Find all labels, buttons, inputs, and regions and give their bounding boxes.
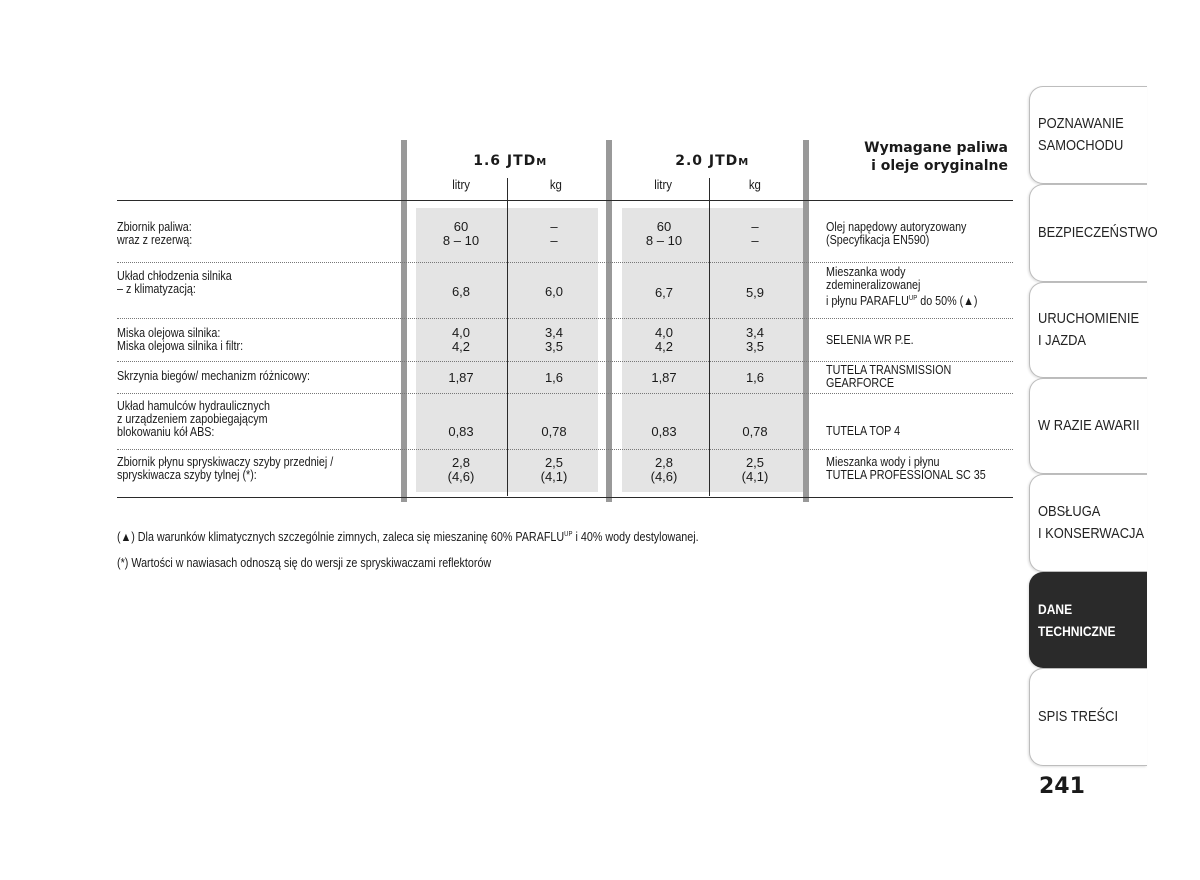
unit-kg: kg bbox=[549, 177, 563, 192]
tab-dane-techniczne[interactable]: DANE TECHNICZNE bbox=[1029, 572, 1147, 668]
row-divider bbox=[117, 393, 1013, 394]
value-cell: 3,4 3,5 bbox=[544, 325, 564, 354]
value-cell: – – bbox=[751, 219, 759, 248]
tab-uruchomienie-i-jazda[interactable]: URUCHOMIENIE I JAZDA bbox=[1029, 282, 1147, 378]
row-label: Miska olejowa silnika: Miska olejowa silnika i filtr: bbox=[117, 326, 244, 353]
fuel-cell: Mieszanka wody i płynu TUTELA PROFESSIONAL SC 35 bbox=[826, 455, 986, 482]
engine-header-2 bbox=[632, 153, 792, 169]
value-cell: 6,7 bbox=[654, 285, 674, 300]
row-label: Zbiornik płynu spryskiwaczy szyby przedniej / spryskiwacza szyby tylnej (*): bbox=[117, 455, 334, 482]
value-cell: 5,9 bbox=[745, 285, 765, 300]
tab-w-razie-awarii[interactable]: W RAZIE AWARII bbox=[1029, 378, 1147, 474]
value-cell: 0,78 bbox=[742, 424, 768, 439]
engine-suffix: M bbox=[738, 157, 749, 168]
tab-obsluga-i-konserwacja[interactable]: OBSŁUGA I KONSERWACJA bbox=[1029, 474, 1147, 572]
header-rule bbox=[117, 200, 1013, 201]
engine-name: 1.6 JTD bbox=[473, 153, 537, 169]
tab-poznawanie-samochodu[interactable]: POZNAWANIE SAMOCHODU bbox=[1029, 86, 1147, 184]
value-cell: 2,5 (4,1) bbox=[741, 455, 769, 484]
value-cell: 60 8 – 10 bbox=[645, 219, 683, 248]
value-cell: 60 8 – 10 bbox=[442, 219, 480, 248]
value-cell: 2,8 (4,6) bbox=[447, 455, 475, 484]
value-cell: 4,0 4,2 bbox=[451, 325, 471, 354]
row-label: Skrzynia biegów/ mechanizm różnicowy: bbox=[117, 369, 310, 383]
row-divider bbox=[117, 361, 1013, 362]
fuel-header-line2: i oleje oryginalne bbox=[871, 158, 1008, 174]
tab-bezpieczenstwo[interactable]: BEZPIECZEŃSTWO bbox=[1029, 184, 1147, 282]
page-number: 241 bbox=[1039, 774, 1085, 799]
row-divider bbox=[117, 318, 1013, 319]
column-separator-bar bbox=[606, 140, 612, 502]
value-cell: – – bbox=[550, 219, 558, 248]
row-label: Układ hamulców hydraulicznych z urządzeniem zapobiegającym blokowaniu kół ABS: bbox=[117, 399, 270, 439]
unit-kg: kg bbox=[748, 177, 762, 192]
value-cell: 0,83 bbox=[651, 424, 677, 439]
value-cell: 1,87 bbox=[651, 370, 677, 385]
engine-suffix: M bbox=[536, 157, 547, 168]
engine-name: 2.0 JTD bbox=[675, 153, 739, 169]
column-separator-bar bbox=[401, 140, 407, 502]
fuel-cell: SELENIA WR P.E. bbox=[826, 333, 914, 347]
row-divider bbox=[117, 449, 1013, 450]
unit-litres: litry bbox=[654, 177, 672, 192]
value-cell: 1,87 bbox=[448, 370, 474, 385]
value-cell: 2,5 (4,1) bbox=[540, 455, 568, 484]
fuel-cell: TUTELA TRANSMISSION GEARFORCE bbox=[826, 363, 952, 390]
value-cell: 0,78 bbox=[541, 424, 567, 439]
value-cell: 1,6 bbox=[544, 370, 564, 385]
value-cell: 1,6 bbox=[745, 370, 765, 385]
fuel-cell: TUTELA TOP 4 bbox=[826, 424, 901, 438]
tab-spis-tresci[interactable]: SPIS TREŚCI bbox=[1029, 668, 1147, 766]
fuel-header bbox=[812, 139, 1008, 175]
row-divider bbox=[117, 262, 1013, 263]
row-label: Układ chłodzenia silnika – z klimatyzacją: bbox=[117, 269, 232, 296]
bottom-rule bbox=[117, 497, 1013, 498]
footnote-asterisk: (*) Wartości w nawiasach odnoszą się do wersji ze spryskiwaczami reflektorów bbox=[117, 556, 492, 570]
value-cell: 6,0 bbox=[544, 284, 564, 299]
value-cell: 3,4 3,5 bbox=[745, 325, 765, 354]
value-cell: 6,8 bbox=[451, 284, 471, 299]
value-cell: 4,0 4,2 bbox=[654, 325, 674, 354]
column-separator-bar bbox=[803, 140, 809, 502]
row-label: Zbiornik paliwa: wraz z rezerwą: bbox=[117, 220, 193, 247]
value-cell: 0,83 bbox=[448, 424, 474, 439]
footnote-triangle: (▲) Dla warunków klimatycznych szczególnie zimnych, zaleca się mieszaninę 60% $PARAFLU^{UP}$ i 40% wody destylowanej. bbox=[117, 530, 699, 544]
fuel-header-line1: Wymagane paliwa bbox=[864, 140, 1008, 156]
unit-litres: litry bbox=[452, 177, 470, 192]
engine-header-1 bbox=[430, 153, 590, 169]
value-cell: 2,8 (4,6) bbox=[650, 455, 678, 484]
fuel-cell: Mieszanka wody zdemineralizowanej i płynu $PARAFLU^{UP}$ do 50% (▲) bbox=[826, 265, 978, 309]
fuel-cell: Olej napędowy autoryzowany (Specyfikacja EN590) bbox=[826, 220, 967, 247]
